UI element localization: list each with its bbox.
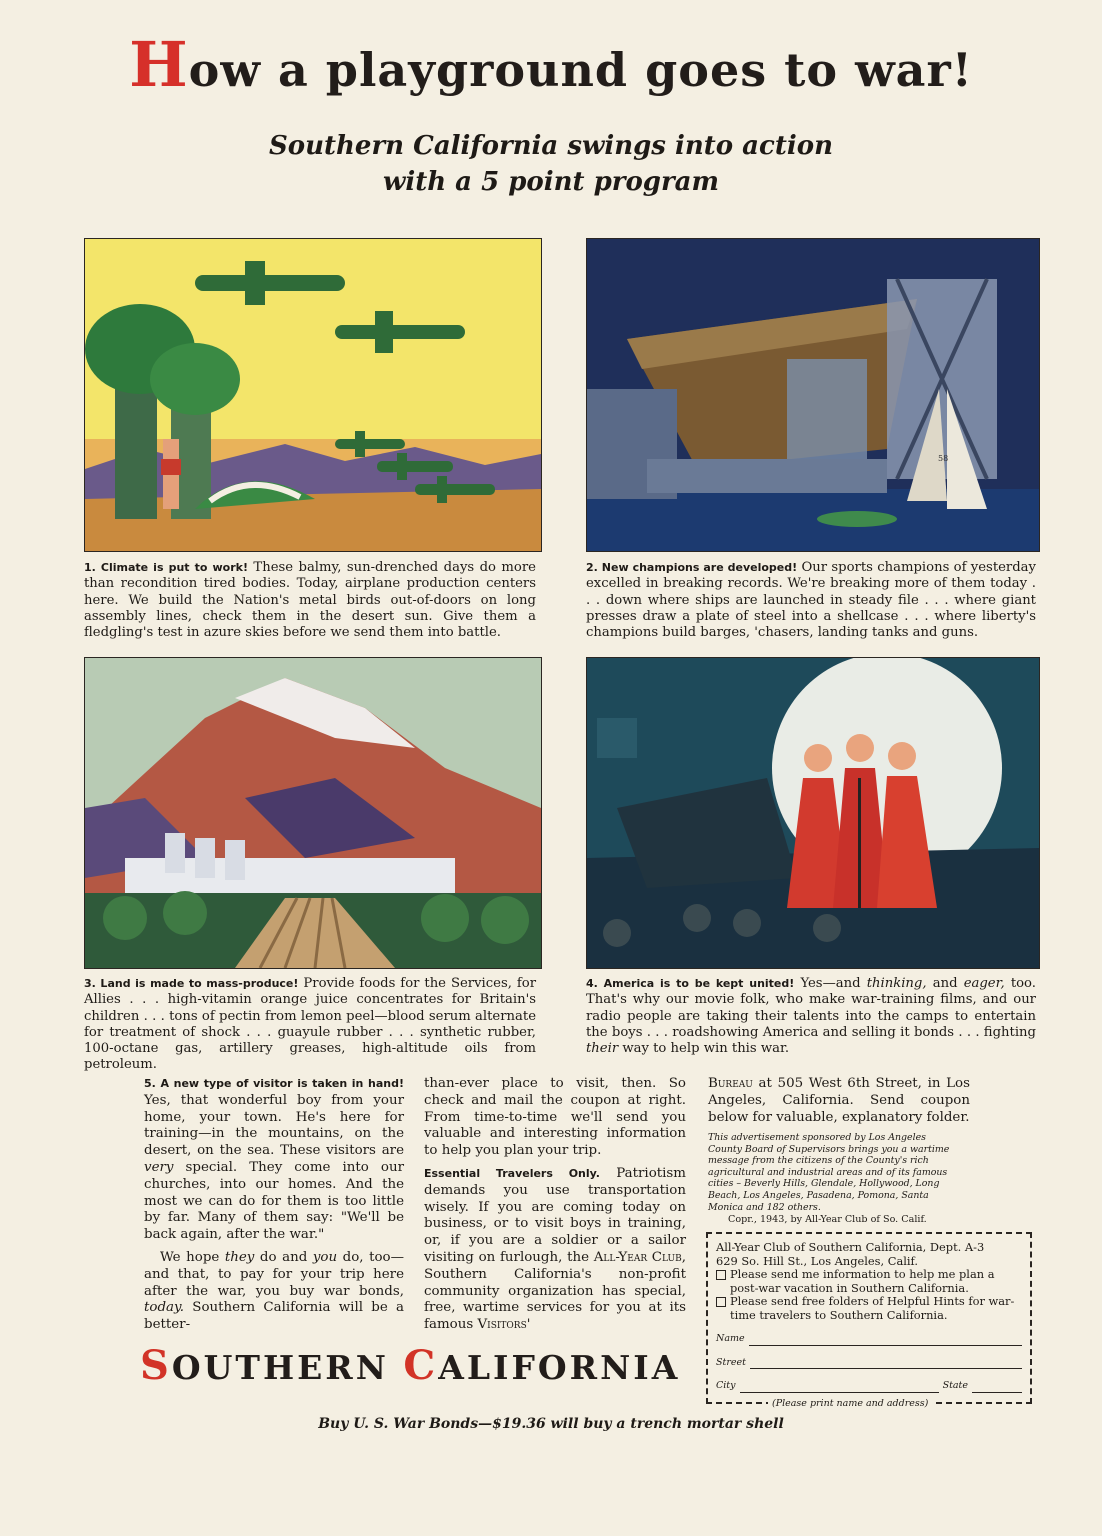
subheadline [0,128,1102,200]
coupon-option-postwar[interactable] [716,1268,1022,1295]
sail-number: 58 [938,454,949,463]
state-field-label: State [942,1380,968,1391]
illustration-bombers-desert [84,238,542,552]
col3-bureau: Bureau [708,1076,753,1091]
col1-para-2 [144,1250,404,1334]
col1-text-2d: Southern California will be a better- [144,1300,404,1333]
body-column-2 [424,1076,686,1340]
col2-text-2a: Patriotism demands you use transportation wisely. If you are coming today on business, or to visit boys in training, or, if you are a soldier or a sailor visiting on furlough, the [424,1165,686,1265]
caption-1-text: These balmy, sun-drenched days do more than recondition tired bodies. Today, airplane production centers here. We build the Nation's metal birds out-of-doors on long assembly lines, check them in the desert sun. Give them a fledgling's test in azure skies before we send them into battle. [84,560,536,641]
col2-text-2b: , Southern California's non-profit community organization has special, free, wartime services for you at its famous [424,1249,686,1333]
col3-para-1 [708,1076,970,1126]
name-field-label: Name [716,1333,745,1344]
caption-4-italic-b: eager, [963,976,1005,991]
coupon-option-postwar-label: Please send me information to help me plan a post-war vacation in Southern California. [730,1267,995,1295]
brand-word-2: ALIFORNIA [438,1348,681,1387]
col2-club-name: All-Year Club [593,1249,682,1265]
city-state-field[interactable] [716,1379,1022,1393]
body-column-1 [144,1076,404,1340]
headline-initial: H [129,28,189,101]
war-bonds-footer: Buy U. S. War Bonds—$19.36 will buy a trench mortar shell [318,1416,784,1432]
caption-2-text: Our sports champions of yesterday excelled in breaking records. We're breaking more of them today . . . down where ships are launched in steady file . . . where giant presses draw a plate of steel into a shellcase . . . where liberty's champions build barges, 'chasers, landing tanks and guns. [586,560,1036,641]
caption-3-text: Provide foods for the Services, for Allies . . . high-vitamin orange juice concentrates for Britain's children . . . tons of pectin from lemon peel—blood serum alternate for treatment of shock . . . guayule rubber . . . synthetic rubber, 100-octane gas, artillery greases, high-altitude oils from petroleum. [84,976,536,1073]
caption-4-text-b: and [932,976,958,991]
col1-italic-2b: you [312,1249,338,1265]
subheadline-line-1: Southern California swings into action [269,131,833,161]
city-field-label: City [716,1380,736,1391]
caption-4 [586,976,1036,1057]
caption-2 [586,560,1036,641]
caption-4-italic-a: thinking, [866,976,927,991]
caption-2-lead: 2. New champions are developed! [586,561,798,574]
caption-4-text-c: too. That's why our movie folk, who make war-training films, and our radio people are taking their talents into the camps to entertain the boys . . . roadshowing America and selling it bonds . . . fighting [586,976,1036,1040]
col1-text-2c: do, too—and that, to pay for your trip here after the war, you buy war bonds, [144,1249,404,1299]
col1-text-1a: Yes, that wonderful boy from your home, your town. He's here for training—in the mountains, on the desert, on the sea. These visitors are [144,1092,404,1159]
sponsor-note: This advertisement sponsored by Los Angeles County Board of Supervisors brings you a wartime message from the citizens of the County's rich agricultural and industrial areas and of its famous cities – Beverly Hills, Glendale, Hollywood, Long Beach, Los Angeles, Pasadena, Pomona, Santa Monica and 182 others. [708,1132,950,1213]
col1-italic-1: very [144,1159,174,1175]
col2-para-2 [424,1166,686,1334]
brand-word-1: OUTHERN [171,1348,389,1387]
state-field-line[interactable] [972,1382,1022,1393]
coupon-option-wartime-label: Please send free folders of Helpful Hints for war-time travelers to Southern California. [730,1294,1015,1322]
brand-southern-california [140,1342,680,1389]
caption-4-text-a: Yes—and [800,976,861,991]
street-field-label: Street [716,1356,746,1368]
coupon-address-2: 629 So. Hill St., Los Angeles, Calif. [716,1253,918,1268]
caption-3 [84,976,536,1074]
checkbox-postwar[interactable] [716,1270,726,1280]
col1-lead: 5. A new type of visitor is taken in hand! [144,1077,404,1090]
illustration-shipyard [586,238,1040,552]
col3-text-1: at 505 West 6th Street, in Los Angeles, California. Send coupon below for valuable, explanatory folder. [708,1076,970,1125]
headline [0,28,1102,101]
illustration-mountain-factory [84,657,542,969]
illustration-singers [586,657,1040,969]
caption-4-text-d: way to help win this war. [622,1041,790,1057]
subheadline-line-2: with a 5 point program [382,167,720,197]
col1-para-1 [144,1076,404,1244]
col2-lead: Essential Travelers Only. [424,1166,600,1180]
copyright: Copr., 1943, by All-Year Club of So. Calif. [728,1214,927,1225]
brand-initial-c: C [403,1342,439,1389]
col1-text-2a: We hope [160,1249,220,1265]
city-field-line[interactable] [740,1382,939,1393]
col2-para-1: than-ever place to visit, then. So check and mail the coupon at right. From time-to-time we'll send you valuable and interesting information to help you plan your trip. [424,1076,686,1159]
caption-3-lead: 3. Land is made to mass-produce! [84,977,299,990]
col1-text-1b: special. They come into our churches, into our homes. And the most we can do for them is too little by far. Many of them say: "We'll be back again, after the war." [144,1159,404,1243]
name-field-line[interactable] [749,1335,1022,1346]
name-field[interactable] [716,1332,1022,1346]
caption-1 [84,560,536,641]
coupon-address-1: All-Year Club of Southern California, Dept. A-3 [716,1240,985,1254]
body-column-3 [708,1076,970,1132]
caption-4-italic-c: their [586,1041,619,1057]
caption-4-lead: 4. America is to be kept united! [586,977,795,990]
col1-text-2b: do and [259,1249,308,1265]
col1-italic-2c: today. [144,1300,185,1316]
caption-1-lead: 1. Climate is put to work! [84,561,248,574]
coupon [706,1232,1032,1409]
coupon-note: (Please print name and address) [768,1397,932,1411]
checkbox-wartime[interactable] [716,1297,726,1307]
street-field[interactable] [716,1356,1022,1370]
col2-visitors: Visitors' [477,1317,531,1333]
brand-initial-s: S [140,1342,172,1389]
street-field-line[interactable] [750,1358,1022,1369]
coupon-option-wartime[interactable] [716,1295,1022,1322]
col1-italic-2a: they [224,1249,255,1265]
headline-text: ow a playground goes to war! [188,43,973,97]
